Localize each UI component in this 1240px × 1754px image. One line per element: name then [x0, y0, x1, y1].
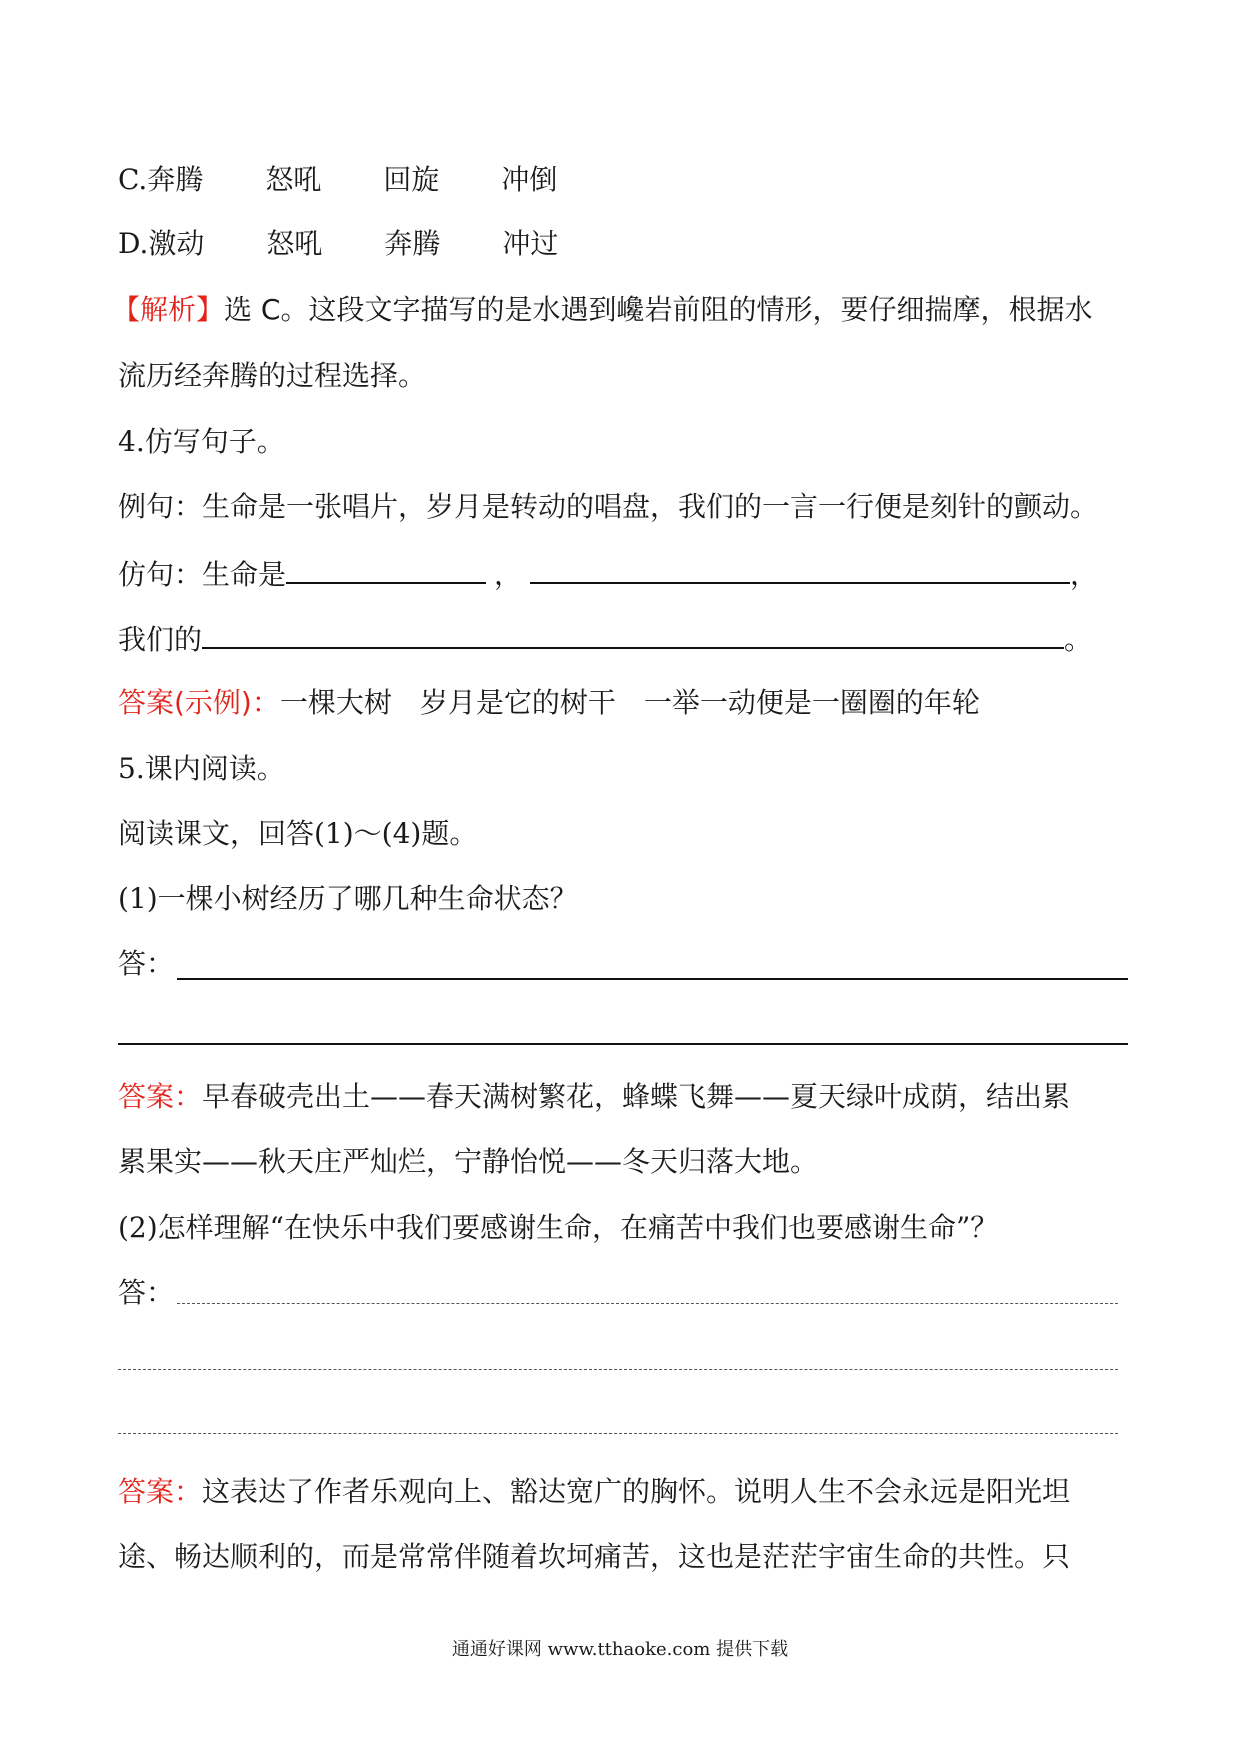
q5-sub2-answer-line-3[interactable]	[118, 1433, 1118, 1434]
option-c-letter: C.	[118, 163, 148, 196]
option-c-word-3: 回旋	[383, 163, 440, 196]
q4-answer	[118, 683, 980, 723]
option-d-word-1: 激动	[148, 227, 205, 260]
q4-period: 。	[1064, 623, 1093, 656]
q5-instruction: 阅读课文，回答(1)～(4)题。	[118, 817, 478, 850]
option-d-word-3: 奔腾	[384, 227, 441, 260]
option-d-word-4: 冲过	[502, 227, 559, 260]
q4-women-line	[118, 617, 1092, 660]
analysis-text-1: 选 C。这段文字描写的是水遇到巉岩前阻的情形，要仔细揣摩，根据水	[224, 293, 1093, 326]
q4-answer-label: 答案(示例)：	[118, 686, 280, 719]
option-c-word-2: 怒吼	[265, 163, 322, 196]
q5-sub2-answer-prompt: 答：	[118, 1276, 175, 1309]
option-d-letter: D.	[118, 227, 149, 260]
q5-sub1-question: (1)一棵小树经历了哪几种生命状态？	[118, 882, 578, 915]
q4-example: 例句：生命是一张唱片，岁月是转动的唱盘，我们的一言一行便是刻针的颤动。	[118, 490, 1099, 523]
q5-sub2-answer-text-1: 这表达了作者乐观向上、豁达宽广的胸怀。说明人生不会永远是阳光坦	[202, 1475, 1071, 1508]
page-footer: 通通好课网 www.tthaoke.com 提供下载	[451, 1639, 789, 1660]
q5-sub2-answer-label: 答案：	[118, 1475, 203, 1508]
q4-blank-1[interactable]	[286, 552, 486, 584]
q4-imitate-line	[118, 552, 1098, 595]
q5-sub1-answer-line-2[interactable]	[118, 1043, 1128, 1045]
q5-sub1-answer-prompt: 答：	[118, 947, 175, 980]
analysis-line-1	[112, 290, 1092, 330]
q5-sub2-answer-2: 途、畅达顺利的，而是常常伴随着坎坷痛苦，这也是茫茫宇宙生命的共性。只	[118, 1540, 1071, 1573]
analysis-tag: 【解析】	[112, 293, 225, 326]
q5-sub1-answer-text-1: 早春破壳出土——春天满树繁花，蜂蝶飞舞——夏天绿叶成荫，结出累	[202, 1080, 1071, 1113]
option-d-word-2: 怒吼	[266, 227, 323, 260]
q4-title: 4.仿写句子。	[118, 425, 285, 458]
option-c-word-4: 冲倒	[501, 163, 558, 196]
analysis-line-2: 流历经奔腾的过程选择。	[118, 359, 427, 392]
q4-imitate-prefix: 仿句：生命是	[118, 558, 287, 591]
q4-comma-2: ，	[1070, 558, 1099, 591]
option-d	[118, 224, 558, 264]
option-c-word-1: 奔腾	[147, 163, 204, 196]
q5-sub1-answer-2: 累果实——秋天庄严灿烂，宁静怡悦——冬天归落大地。	[118, 1145, 819, 1178]
q5-sub1-answer-1	[118, 1077, 1070, 1117]
option-c	[118, 160, 557, 200]
q4-women-prefix: 我们的	[118, 623, 203, 656]
q5-sub2-answer-line-2[interactable]	[118, 1369, 1118, 1370]
q4-answer-text: 一棵大树 岁月是它的树干 一举一动便是一圈圈的年轮	[279, 686, 980, 719]
q5-sub2-question: (2)怎样理解“在快乐中我们要感谢生命，在痛苦中我们也要感谢生命”？	[118, 1211, 999, 1244]
q4-blank-2[interactable]	[530, 552, 1070, 584]
q5-sub1-answer-line-1[interactable]	[177, 978, 1128, 980]
q5-title: 5.课内阅读。	[118, 752, 285, 785]
q5-sub2-answer-line-1[interactable]	[177, 1303, 1118, 1304]
q5-sub1-answer-label: 答案：	[118, 1080, 203, 1113]
q5-sub2-answer-1	[118, 1472, 1070, 1512]
q4-blank-3[interactable]	[202, 617, 1064, 649]
q4-comma-1: ，	[494, 558, 523, 591]
